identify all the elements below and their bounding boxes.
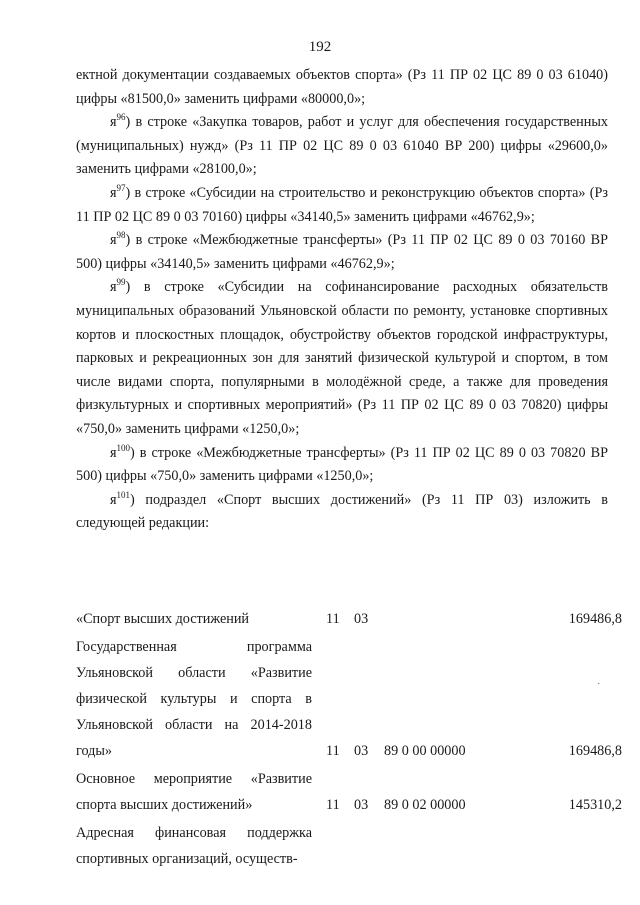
paragraph-text: ) в строке «Межбюджетные трансферты» (Рз 11 ПР 02 ЦС 89 0 03 70820 ВР 500) цифры «750,0» заменить цифрами «1250,0»;	[76, 444, 608, 485]
page-number: 192	[308, 39, 332, 55]
item-number: 99	[116, 277, 126, 288]
paragraph-text: ) в строке «Субсидии на строительство и реконструкцию объектов спорта» (Рз 11 ПР 02 ЦС 89 0 03 70160) цифры «34140,5» заменить цифрами «46762,9»;	[76, 184, 608, 225]
paragraph-item-96	[76, 111, 608, 182]
paragraph-item-100	[76, 442, 608, 489]
row-cs: 89 0 00 00000	[384, 743, 466, 759]
row-rz: 11	[326, 611, 340, 627]
row-name: Государственная программа Ульяновской области «Развитие физической культуры и спорта в Ульяновской области на 2014-2018 годы»	[76, 639, 312, 759]
table-row	[76, 634, 636, 764]
item-number: 101	[116, 489, 131, 500]
item-number: 100	[116, 442, 131, 453]
row-rz: 11	[326, 797, 340, 813]
item-prefix: я	[110, 444, 117, 461]
item-prefix: я	[110, 232, 117, 249]
paragraph-item-98	[76, 229, 608, 276]
paragraph-item-97	[76, 182, 608, 229]
item-prefix: я	[110, 114, 117, 131]
paragraph-text: ) в строке «Субсидии на софинансирование расходных обязательств муниципальных образований Ульяновской области по ремонту, установке спортивных кортов и плоскостных площадок, обустройству объектов городской инфраструктуры, парковых и рекреационных зон для занятий физической культурой и спортом, в том числе видами спорта, популярными в молодёжной среде, а также для проведения физкультурных и спортивных мероприятий» (Рз 11 ПР 02 ЦС 89 0 03 70820) цифры «750,0» заменить цифрами «1250,0»;	[76, 279, 608, 437]
item-prefix: я	[110, 184, 117, 201]
row-rz: 11	[326, 743, 340, 759]
item-prefix: я	[110, 491, 117, 508]
paragraph-text: ) в строке «Межбюджетные трансферты» (Рз 11 ПР 02 ЦС 89 0 03 70160 ВР 500) цифры «34140,5» заменить цифрами «46762,9»;	[76, 232, 608, 272]
table-row	[76, 766, 636, 818]
row-name: Адресная финансовая поддержка спортивных организаций, осуществ-	[76, 825, 312, 867]
item-number: 98	[116, 230, 126, 241]
scan-artifact: ·	[597, 679, 601, 690]
paragraph-item-99	[76, 276, 608, 441]
budget-table	[76, 606, 636, 872]
paragraph-text: ектной документации создаваемых объектов спорта» (Рз 11 ПР 02 ЦС 89 0 03 61040) цифры «81500,0» заменить цифрами «80000,0»;	[76, 67, 608, 107]
paragraph-text: ) подраздел «Спорт высших достижений» (Рз 11 ПР 03) изложить в следующей редакции:	[76, 491, 608, 532]
row-amount: 145310,2	[568, 797, 622, 813]
paragraph-item-101	[76, 489, 608, 536]
paragraph-continuation	[76, 64, 608, 111]
row-cs: 89 0 02 00000	[384, 797, 466, 813]
table-row	[76, 606, 636, 632]
row-pr: 03	[354, 743, 369, 759]
table-row	[76, 820, 636, 872]
row-amount: 169486,8	[568, 611, 622, 627]
row-pr: 03	[354, 611, 369, 627]
item-number: 96	[116, 112, 126, 123]
row-name: Основное мероприятие «Развитие спорта высших достижений»	[76, 771, 312, 813]
row-pr: 03	[354, 797, 369, 813]
row-name: «Спорт высших достижений	[76, 611, 250, 627]
row-amount: 169486,8	[568, 743, 622, 759]
paragraph-text: ) в строке «Закупка товаров, работ и услуг для обеспечения государственных (муниципальных) нужд» (Рз 11 ПР 02 ЦС 89 0 03 61040 ВР 200) цифры «29600,0» заменить цифрами «28100,0»;	[76, 114, 608, 178]
document-body	[76, 64, 608, 536]
item-prefix: я	[110, 279, 117, 296]
item-number: 97	[116, 182, 126, 193]
